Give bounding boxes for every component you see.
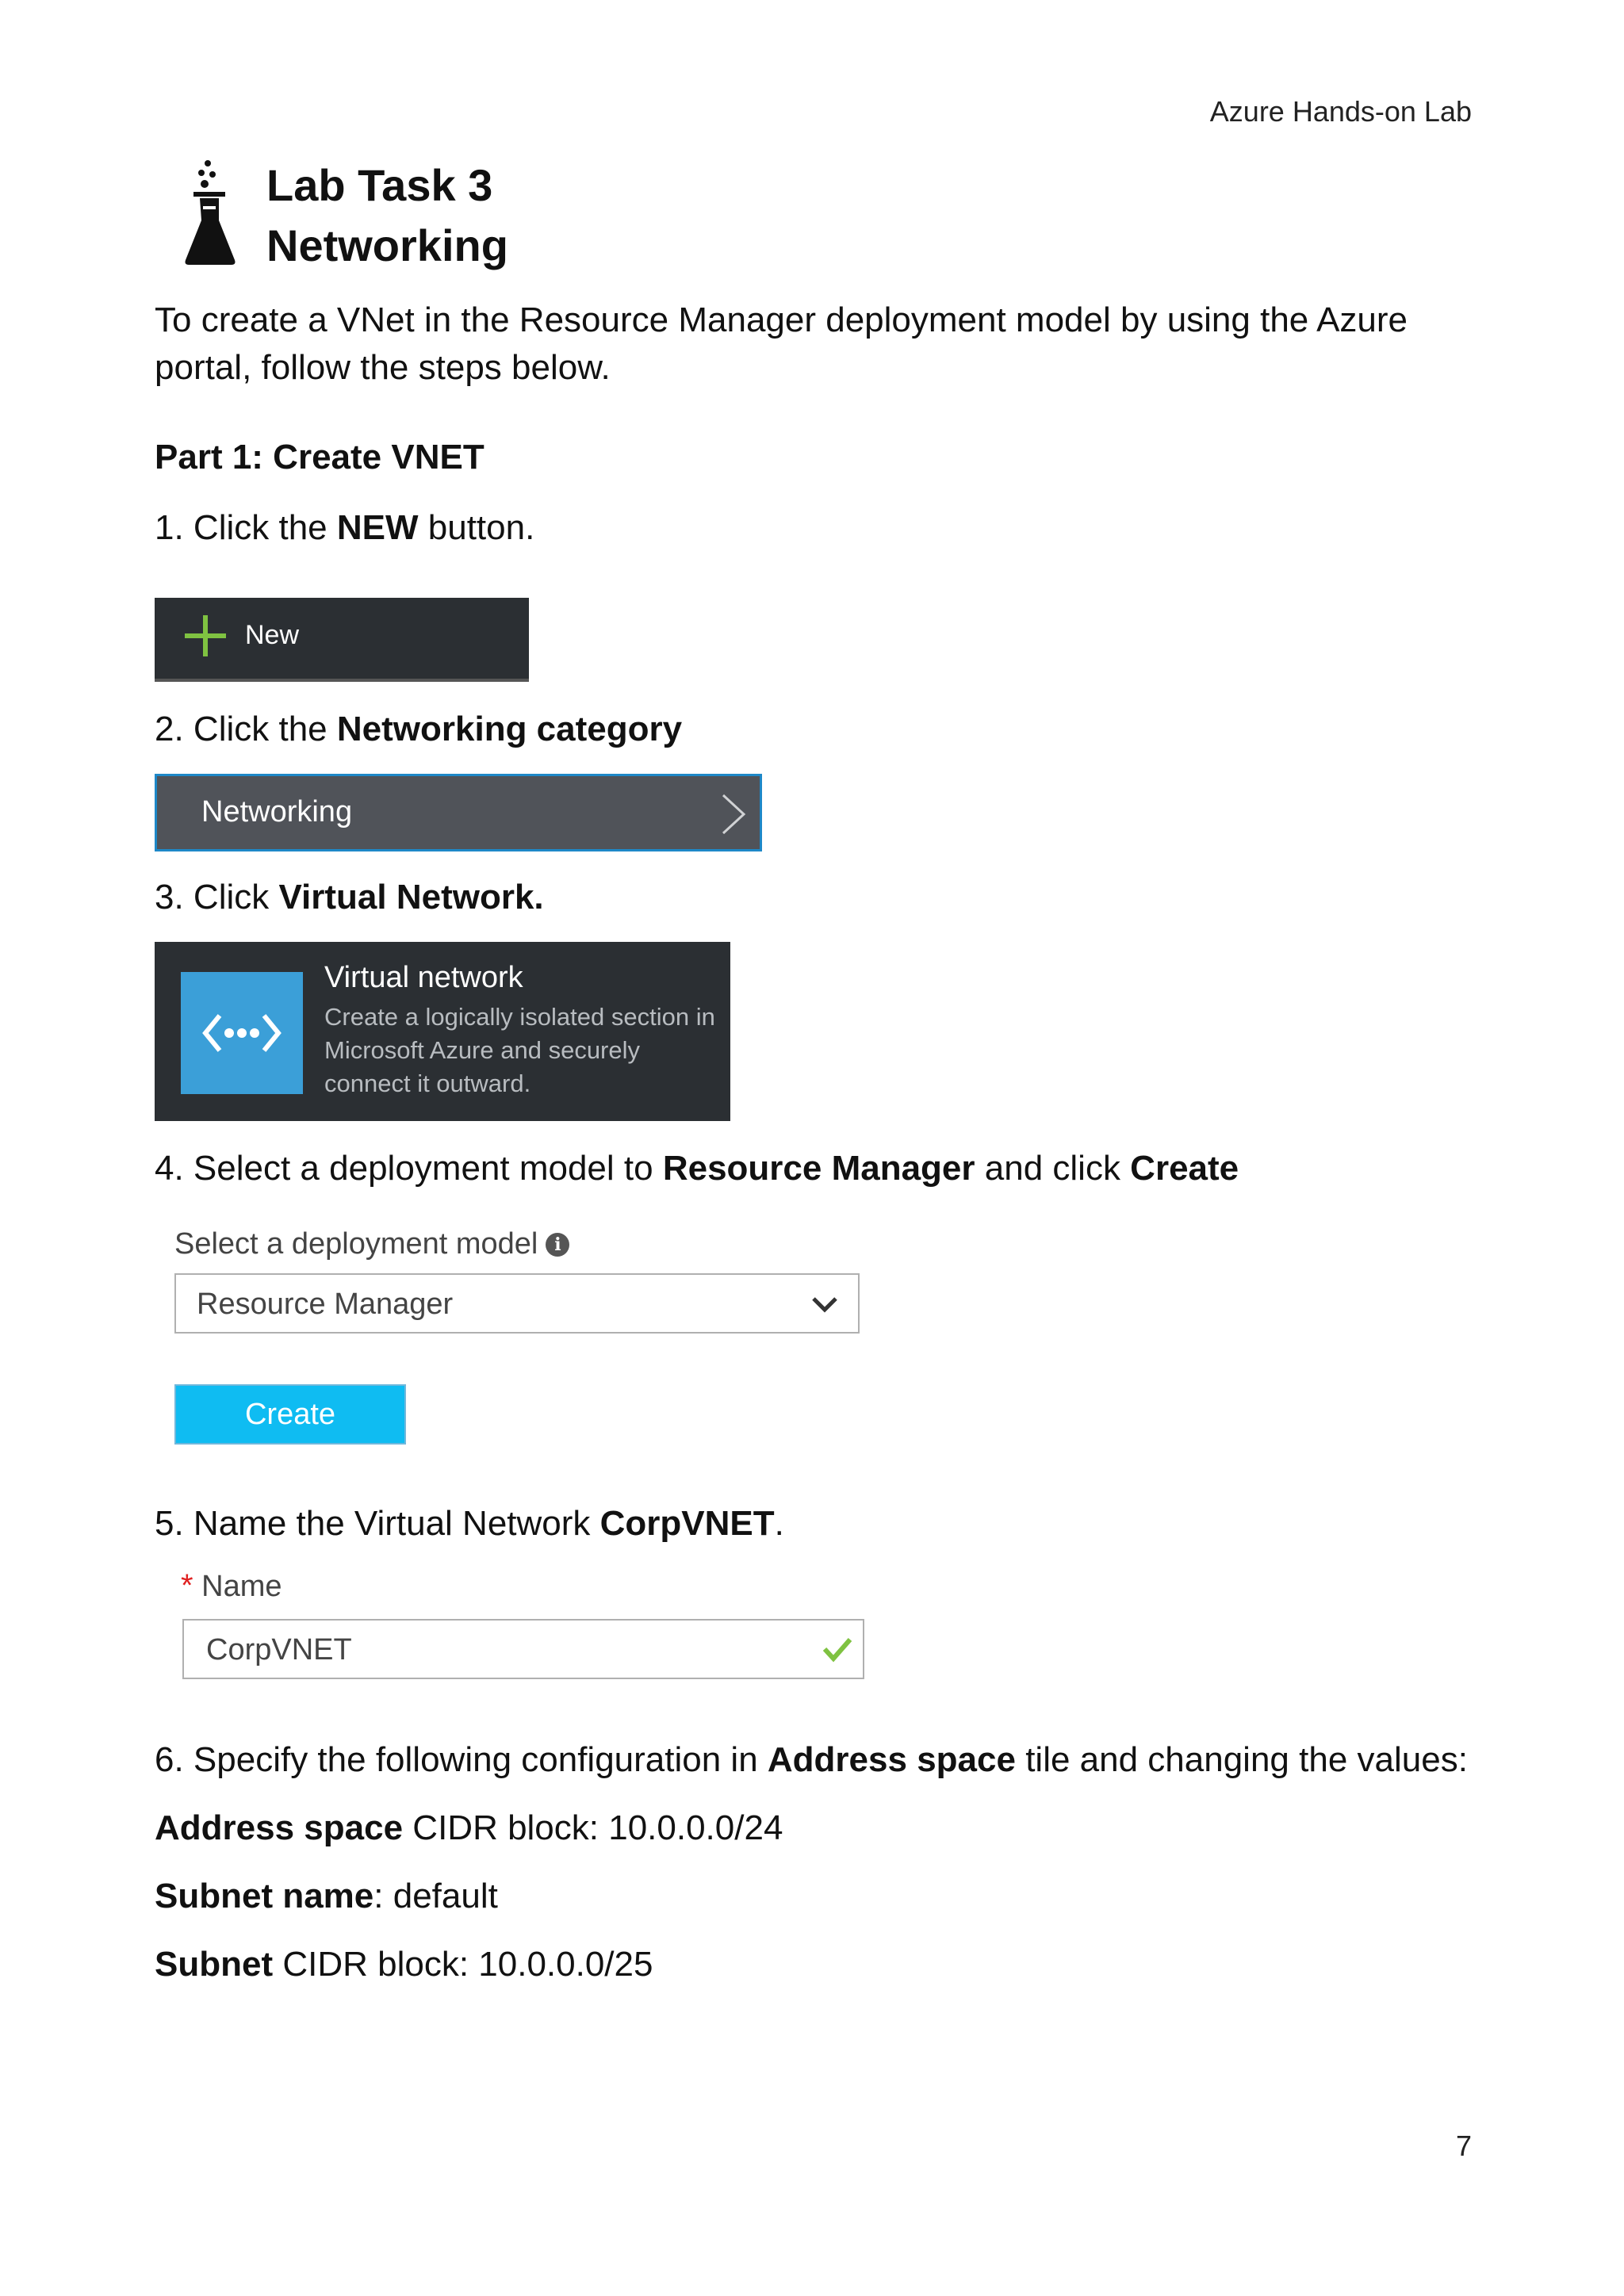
deployment-model-label: Select a deployment model i <box>174 1227 569 1261</box>
chevron-right-icon <box>717 792 749 836</box>
required-marker: * <box>181 1568 193 1603</box>
virtual-network-tile[interactable] <box>155 942 730 1121</box>
page-number: 7 <box>1455 2130 1472 2162</box>
lab-task-topic: Networking <box>266 220 508 270</box>
running-header: Azure Hands-on Lab <box>1209 95 1472 128</box>
name-input-value: CorpVNET <box>206 1633 352 1667</box>
checkmark-icon <box>822 1635 853 1663</box>
step-4: 4. Select a deployment model to Resource Manager and click Create <box>155 1149 1239 1188</box>
config-address-space: Address space CIDR block: 10.0.0.0/24 <box>155 1808 783 1847</box>
name-input[interactable] <box>182 1619 864 1679</box>
new-button[interactable] <box>155 598 529 682</box>
networking-category-item[interactable] <box>155 774 762 851</box>
virtual-network-title: Virtual network <box>324 961 523 994</box>
virtual-network-description: Create a logically isolated section in Microsoft Azure and securely connect it outward. <box>324 1003 715 1097</box>
intro-paragraph: To create a VNet in the Resource Manager deployment model by using the Azure portal, follow the steps below. <box>155 300 1408 387</box>
part-heading: Part 1: Create VNET <box>155 438 485 476</box>
step-5: 5. Name the Virtual Network CorpVNET. <box>155 1504 784 1543</box>
chevron-down-icon <box>810 1292 839 1316</box>
name-field-label: * Name <box>181 1568 282 1603</box>
step-2: 2. Click the Networking category <box>155 710 683 748</box>
networking-label: Networking <box>201 795 353 828</box>
config-subnet-cidr: Subnet CIDR block: 10.0.0.0/25 <box>155 1945 653 1984</box>
lab-title <box>266 155 508 276</box>
virtual-network-icon <box>181 972 303 1094</box>
info-icon[interactable]: i <box>546 1233 569 1257</box>
plus-icon <box>185 615 226 656</box>
step-6: 6. Specify the following configuration in Address space tile and changing the values: <box>155 1740 1468 1779</box>
step-1: 1. Click the NEW button. <box>155 508 535 547</box>
flask-icon <box>184 159 236 266</box>
config-subnet-name: Subnet name: default <box>155 1877 498 1915</box>
step-3: 3. Click Virtual Network. <box>155 878 544 916</box>
create-button[interactable]: Create <box>174 1384 406 1445</box>
deployment-model-select[interactable] <box>174 1273 860 1334</box>
deployment-model-value: Resource Manager <box>197 1288 454 1321</box>
lab-task-number: Lab Task 3 <box>266 160 493 210</box>
new-button-label: New <box>245 620 300 650</box>
